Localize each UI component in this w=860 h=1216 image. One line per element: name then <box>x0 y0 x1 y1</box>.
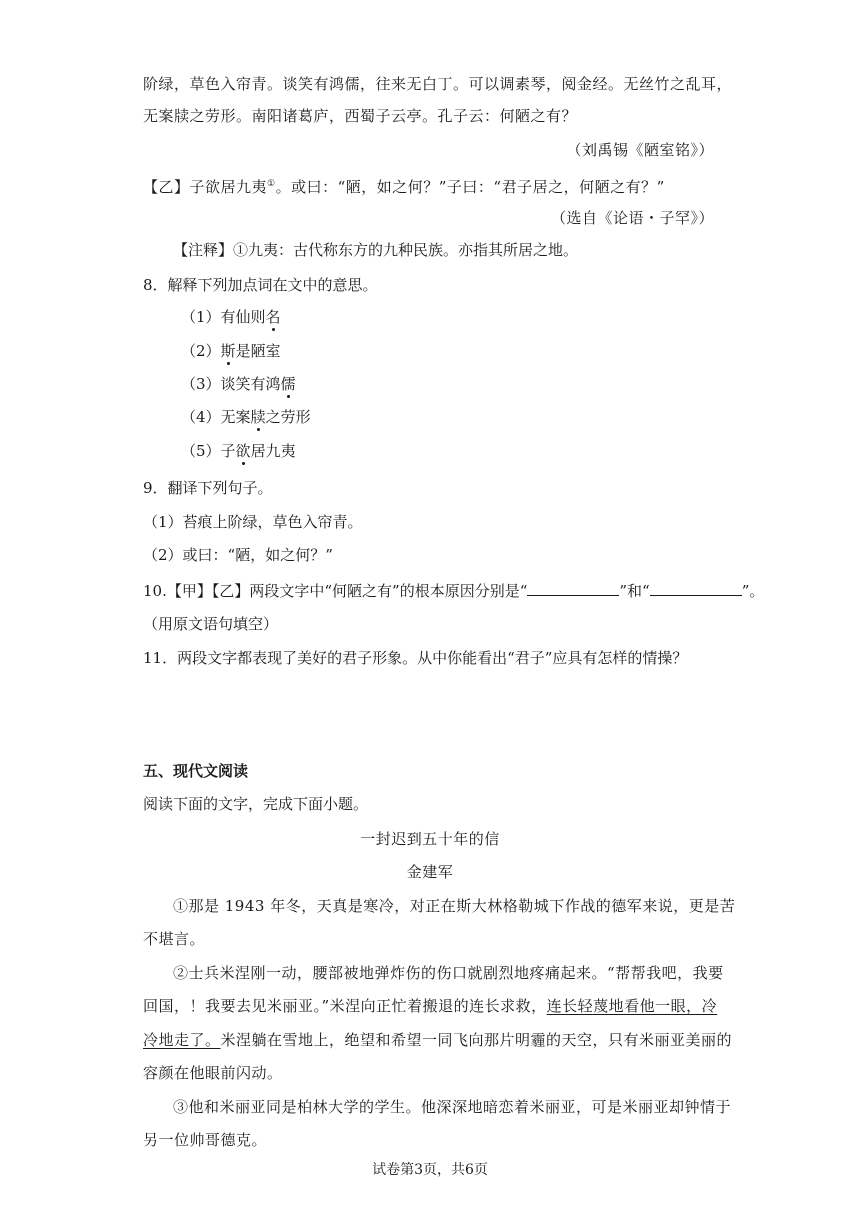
poem-line-1: 阶绿，草色入帘青。谈笑有鸿儒，往来无白丁。可以调素琴，阅金经。无丝竹之乱耳， <box>143 75 733 93</box>
q9-sentence-1: （1）苔痕上阶绿，草色入帘青。 <box>143 513 363 531</box>
question-10-hint: （用原文语句填空） <box>143 615 279 633</box>
q8-item-2: （2）斯是陋室 <box>181 342 281 360</box>
paragraph-2-line-3: 冷地走了。米涅躺在雪地上，绝望和希望一同飞向那片明霾的天空，只有米丽亚美丽的 <box>143 1031 733 1049</box>
paragraph-1-line-1: ①那是 1943 年冬，天真是寒冷，对正在斯大林格勒城下作战的德军来说，更是苦 <box>173 897 736 915</box>
underlined-sentence: 连长轻蔑地看他一眼，冷 <box>546 997 718 1015</box>
question-8-title: 8．解释下列加点词在文中的意思。 <box>143 276 378 294</box>
q8-item-1: （1）有仙则名 <box>181 308 281 326</box>
paragraph-3-line-2: 另一位帅哥德克。 <box>143 1131 268 1149</box>
poem-source: （刘禹锡《陋室铭》） <box>566 141 714 159</box>
section-heading: 五、现代文阅读 <box>143 762 249 780</box>
yi-text <box>143 174 665 197</box>
question-10: 10.【甲】【乙】两段文字中“何陋之有”的根本原因分别是“ ”和“ ”。 <box>143 582 765 600</box>
article-title: 一封迟到五十年的信 <box>360 830 500 848</box>
footnote-marker: ① <box>267 179 276 189</box>
q8-item-4: （4）无案牍之劳形 <box>181 408 311 426</box>
yi-text-a: 【乙】子欲居九夷 <box>143 178 268 196</box>
section-intro: 阅读下面的文字，完成下面小题。 <box>143 795 369 813</box>
q8-item-3: （3）谈笑有鸿儒 <box>181 375 296 393</box>
article-author: 金建军 <box>406 863 454 881</box>
answer-blank-1[interactable] <box>527 581 619 596</box>
question-9-title: 9．翻译下列句子。 <box>143 479 273 497</box>
q8-item-5: （5）子欲居九夷 <box>181 442 296 460</box>
q9-sentence-2: （2）或曰：“陋，如之何？” <box>143 546 333 564</box>
paragraph-3-line-1: ③他和米丽亚同是柏林大学的学生。他深深地暗恋着米丽亚，可是米丽亚却钟情于 <box>173 1098 732 1116</box>
paragraph-1-line-2: 不堪言。 <box>143 930 206 948</box>
poem-line-2: 无案牍之劳形。南阳诸葛庐，西蜀子云亭。孔子云：何陋之有？ <box>143 107 578 125</box>
yi-text-b: 。或曰：“陋，如之何？”子曰：“君子居之，何陋之有？” <box>275 178 665 196</box>
answer-blank-2[interactable] <box>650 581 742 596</box>
paragraph-2-line-2: 回国，！我要去见米丽亚。”米涅向正忙着搬退的连长求救，连长轻蔑地看他一眼，冷 <box>143 997 718 1015</box>
question-11: 11．两段文字都表现了美好的君子形象。从中你能看出“君子”应具有怎样的情操？ <box>143 649 688 667</box>
paragraph-2-line-4: 容颜在他眼前闪动。 <box>143 1064 283 1082</box>
paragraph-2-line-1: ②士兵米涅刚一动，腰部被地弹炸伤的伤口就剧烈地疼痛起来。“帮帮我吧，我要 <box>173 964 724 982</box>
page-footer: 试卷第3页，共6页 <box>372 1162 488 1178</box>
yi-source: （选自《论语・子罕》） <box>550 209 714 227</box>
underlined-sentence-end: 冷地走了。 <box>143 1031 221 1049</box>
annotation-note: 【注释】①九夷：古代称东方的九种民族。亦指其所居之地。 <box>173 241 579 259</box>
